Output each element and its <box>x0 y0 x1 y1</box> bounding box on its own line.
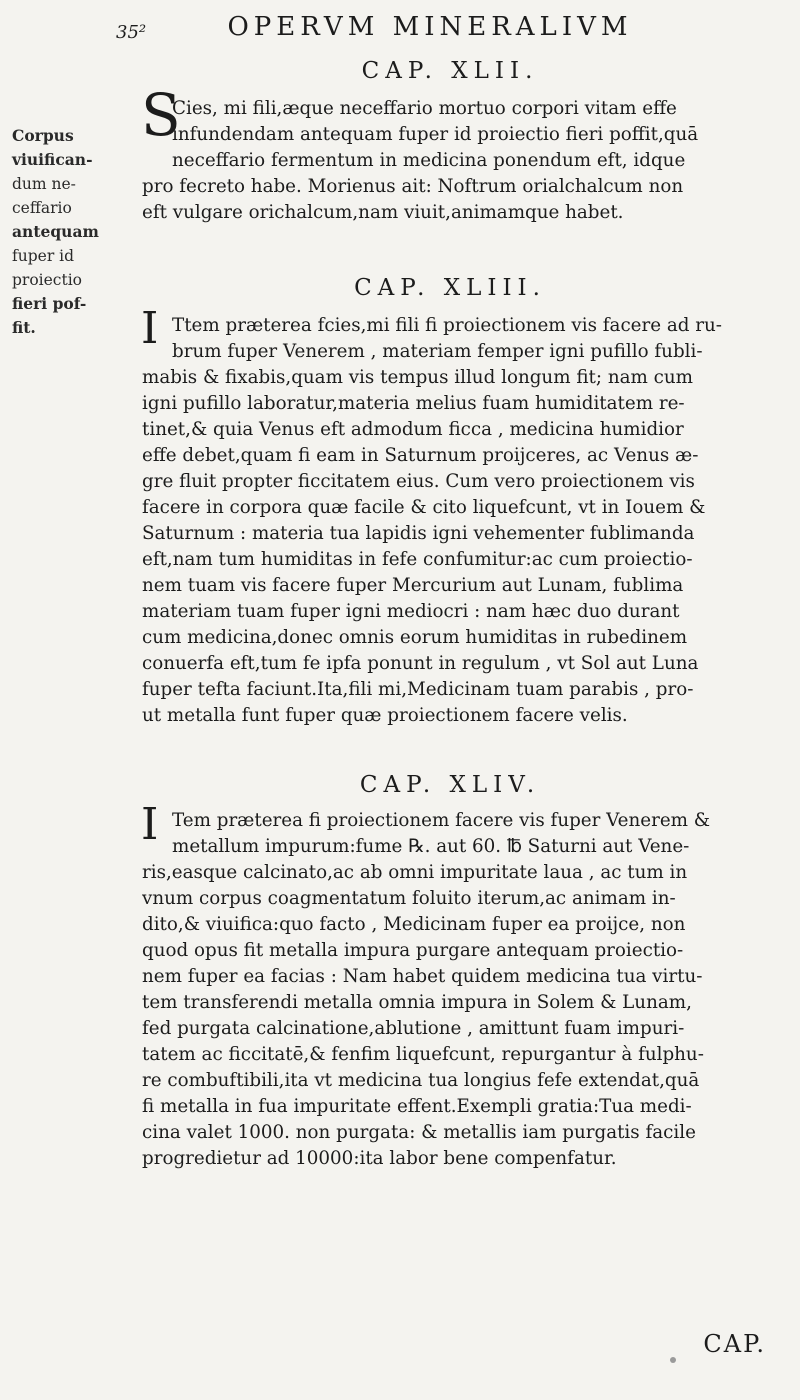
text-line: tinet,& quia Venus eft admodum ficca , medicina humidior <box>142 419 684 440</box>
marginal-note-line: dum ne- <box>12 175 76 193</box>
marginal-note <box>12 124 134 340</box>
text-line: quod opus fit metalla impura purgare antequam proiectio- <box>142 940 684 961</box>
text-line: vnum corpus coagmentatum foluito iterum,ac animam in- <box>142 888 676 909</box>
chapter-text <box>142 313 782 729</box>
marginal-note-line: ceffario <box>12 199 72 217</box>
text-line: materiam tuam fuper igni mediocri : nam hæc duo durant <box>142 601 680 622</box>
text-line: facere in corpora quæ facile & cito liquefcunt, vt in Iouem & <box>142 497 706 518</box>
text-line: infundendam antequam fuper id proiectio fieri poffit,quā <box>172 124 699 145</box>
text-line: ut metalla funt fuper quæ proiectionem facere velis. <box>142 705 628 726</box>
marginal-note-line: proiectio <box>12 271 82 289</box>
text-line: Saturnum : materia tua lapidis igni vehementer fublimanda <box>142 523 695 544</box>
text-line: gre fluit propter ficcitatem eius. Cum vero proiectionem vis <box>142 471 695 492</box>
marginal-note-line: Corpus <box>12 126 74 145</box>
text-line: Cies, mi fili,æque neceffario mortuo corpori vitam effe <box>172 98 677 119</box>
marginal-note-line: fieri pof- <box>12 294 87 313</box>
text-line: re combuftibili,ita vt medicina tua longius fefe extendat,quā <box>142 1070 700 1091</box>
text-line: metallum impurum:fume ℞. aut 60. ℔ Saturni aut Vene- <box>172 836 690 857</box>
text-line: progredietur ad 10000:ita labor bene compenfatur. <box>142 1148 617 1169</box>
text-line: fuper tefta faciunt.Ita,fili mi,Medicinam tuam parabis , pro- <box>142 679 694 700</box>
text-line: ris,easque calcinato,ac ab omni impuritate laua , ac tum in <box>142 862 688 883</box>
text-line: Ttem præterea fcies,mi fili fi proiectionem vis facere ad ru- <box>172 315 722 336</box>
ink-spot <box>670 1357 676 1363</box>
text-line: tatem ac ficcitatē,& fenfim liquefcunt, repurgantur à fulphu- <box>142 1044 704 1065</box>
marginal-note-line: fit. <box>12 318 36 337</box>
text-line: mabis & fixabis,quam vis tempus illud longum fit; nam cum <box>142 367 694 388</box>
drop-cap-initial: S <box>141 81 181 149</box>
text-line: Tem præterea fi proiectionem facere vis fuper Venerem & <box>172 810 711 831</box>
text-line: eft,nam tum humiditas in fefe confumitur:ac cum proiectio- <box>142 549 693 570</box>
text-line: pro fecreto habe. Morienus ait: Noftrum orialchalcum non <box>142 176 684 197</box>
text-line: fed purgata calcinatione,ablutione , amittunt fuam impuri- <box>142 1018 685 1039</box>
text-line: igni pufillo laboratur,materia melius fuam humiditatem re- <box>142 393 685 414</box>
text-line: effe debet,quam fi eam in Saturnum proijceres, ac Venus æ- <box>142 445 699 466</box>
chapter-text <box>142 96 782 226</box>
marginal-note-line: antequam <box>12 222 99 241</box>
text-line: cina valet 1000. non purgata: & metallis iam purgatis facile <box>142 1122 696 1143</box>
page-number: 35² <box>116 22 147 43</box>
text-line: nem tuam vis facere fuper Mercurium aut Lunam, fublima <box>142 575 684 596</box>
chapter-heading: CAP. XLIV. <box>359 772 541 798</box>
running-head: OPERVM MINERALIVM <box>227 12 633 42</box>
marginal-note-line: viuifican- <box>12 150 93 169</box>
chapter-heading: CAP. XLII. <box>361 58 539 84</box>
text-line: dito,& viuifica:quo facto , Medicinam fuper ea proijce, non <box>142 914 686 935</box>
text-line: fi metalla in fua impuritate effent.Exempli gratia:Tua medi- <box>142 1096 692 1117</box>
text-line: cum medicina,donec omnis eorum humiditas in rubedinem <box>142 627 688 648</box>
text-line: conuerfa eft,tum fe ipfa ponunt in regulum , vt Sol aut Luna <box>142 653 699 674</box>
drop-cap-initial: I <box>141 303 159 354</box>
text-line: brum fuper Venerem , materiam femper igni pufillo fubli- <box>172 341 703 362</box>
chapter-heading: CAP. XLIII. <box>354 275 546 301</box>
marginal-note-line: fuper id <box>12 247 75 265</box>
text-line: nem fuper ea facias : Nam habet quidem medicina tua virtu- <box>142 966 703 987</box>
catchword: CAP. <box>703 1330 766 1358</box>
text-line: tem transferendi metalla omnia impura in Solem & Lunam, <box>142 992 692 1013</box>
chapter-text <box>142 808 782 1172</box>
text-line: neceffario fermentum in medicina ponendum eft, idque <box>172 150 686 171</box>
text-line: eft vulgare orichalcum,nam viuit,animamque habet. <box>142 202 624 223</box>
drop-cap-initial: I <box>141 799 159 850</box>
